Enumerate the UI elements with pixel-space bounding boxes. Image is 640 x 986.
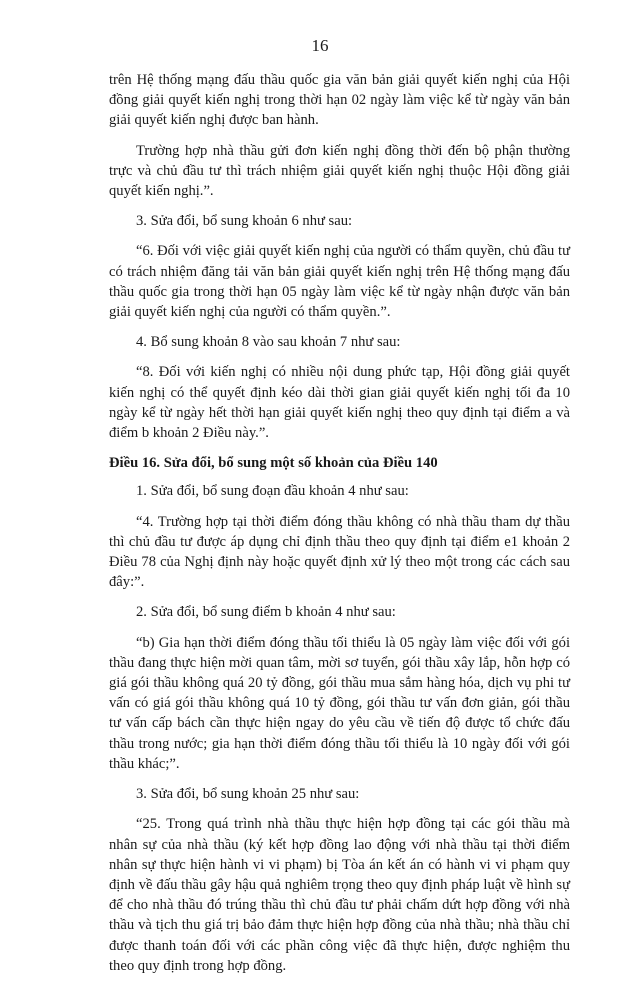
paragraph: 2. Sửa đổi, bổ sung điểm b khoản 4 như sau: (136, 604, 396, 621)
paragraph: trên Hệ thống mạng đấu thầu quốc gia văn bản giải quyết kiến nghị của Hội đồng giải quyết kiến nghị trong thời hạn 02 ngày làm việc kể từ ngày văn bản giải quyết kiến nghị được ban hành. (109, 72, 570, 129)
paragraph: 1. Sửa đổi, bổ sung đoạn đầu khoản 4 như sau: (136, 483, 409, 500)
paragraph: 3. Sửa đổi, bổ sung khoản 6 như sau: (136, 213, 353, 230)
paragraph: 3. Sửa đổi, bổ sung khoản 25 như sau: (136, 786, 360, 803)
paragraph: “6. Đối với việc giải quyết kiến nghị của người có thẩm quyền, chủ đầu tư có trách nhiệm đăng tải văn bản giải quyết kiến nghị trên Hệ thống mạng đấu thầu quốc gia trong thời hạn 05 ngày làm việc kể từ ngày nhận được văn bản giải quyết kiến nghị của người có thẩm quyền.”. (109, 243, 570, 321)
paragraph: Trường hợp nhà thầu gửi đơn kiến nghị đồng thời đến bộ phận thường trực và chủ đầu tư thì trách nhiệm giải quyết kiến nghị thuộc Hội đồng giải quyết kiến nghị.”. (109, 142, 570, 200)
paragraph: “b) Gia hạn thời điểm đóng thầu tối thiểu là 05 ngày làm việc đối với gói thầu đang thực hiện mời quan tâm, mời sơ tuyển, gói thầu xây lắp, hỗn hợp có giá gói thầu không quá 20 tỷ đồng, gói thầu mua sắm hàng hóa, dịch vụ phi tư vấn có giá gói thầu không quá 10 tỷ đồng, gói thầu tư vấn đơn giản, gói thầu tư vấn cấp bách cần thực hiện ngay do yêu cầu về tiến độ được tổ chức đấu thầu trong nước; gia hạn thời điểm đóng thầu tối thiểu là 10 ngày đối với gói thầu khác;”. (109, 634, 570, 772)
page-number: 16 (311, 36, 329, 55)
document-body (109, 70, 570, 986)
paragraph: “25. Trong quá trình nhà thầu thực hiện hợp đồng tại các gói thầu mà nhân sự của nhà thầu (ký kết hợp đồng lao động với nhà thầu tại thời điểm nhân sự thực hiện hành vi vi phạm) bị Tòa án kết án có hành vi vi phạm quy định về đấu thầu gây hậu quả nghiêm trọng theo quy định pháp luật về hình sự để cho nhà thầu đó trúng thầu thì chủ đầu tư phải chấm dứt hợp đồng với nhà thầu và tịch thu giá trị bảo đảm thực hiện hợp đồng của nhà thầu; nhà thầu chỉ được thanh toán đối với các phần công việc đã thực hiện, được nghiệm thu theo quy định trong hợp đồng. (109, 816, 570, 974)
paragraph: “8. Đối với kiến nghị có nhiều nội dung phức tạp, Hội đồng giải quyết kiến nghị có thể quyết định kéo dài thời gian giải quyết kiến nghị tối đa 10 ngày kể từ ngày hết thời hạn giải quyết kiến nghị theo quy định tại điểm a và điểm b khoản 2 Điều này.”. (109, 364, 570, 442)
paragraph: 4. Bổ sung khoản 8 vào sau khoản 7 như sau: (136, 334, 401, 351)
paragraph: “4. Trường hợp tại thời điểm đóng thầu không có nhà thầu tham dự thầu thì chủ đầu tư được áp dụng chỉ định thầu theo quy định tại điểm e1 khoản 2 Điều 78 của Nghị định này hoặc quyết định xử lý theo một trong các cách sau đây:”. (109, 513, 570, 591)
article-heading: Điều 16. Sửa đổi, bổ sung một số khoản của Điều 140 (109, 455, 438, 472)
